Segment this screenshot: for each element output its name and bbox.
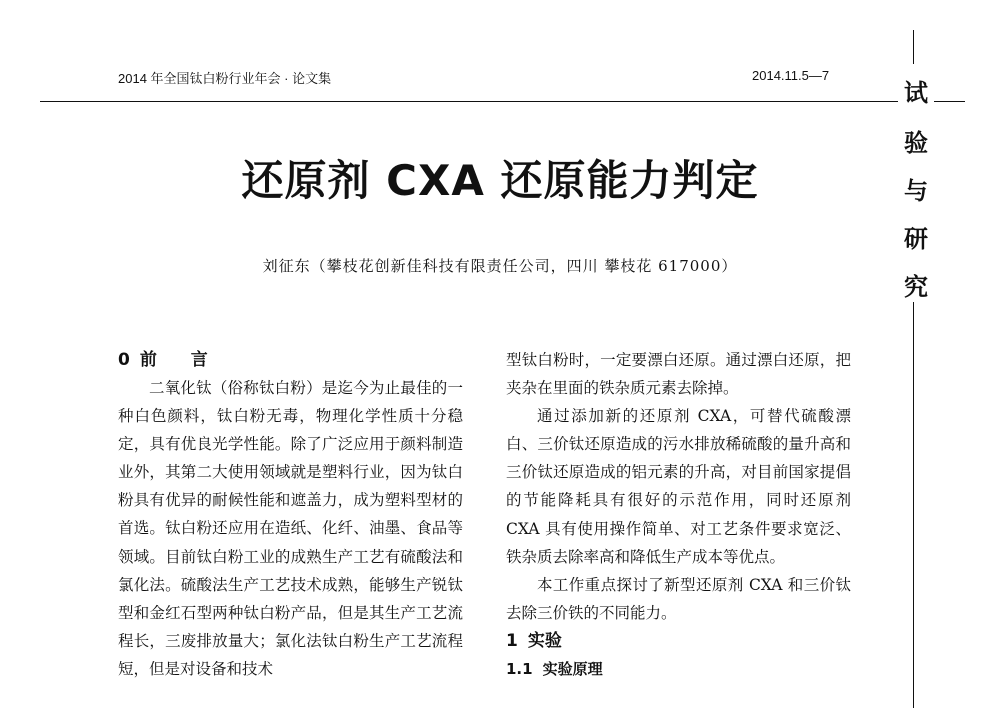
side-label-char: 究 <box>898 272 934 302</box>
intro-paragraph: 二氧化钛（俗称钛白粉）是迄今为止最佳的一种白色颜料，钛白粉无毒，物理化学性质十分稳定，具有优良光学性能。除了广泛应用于颜料制造业外，其第二大使用领域就是塑料行业，因为钛白粉具有优异的耐候性能和遮盖力，成为塑料型材的首选。钛白粉还应用在造纸、化纤、油墨、食品等领域。目前钛白粉工业的成熟生产工艺有硫酸法和氯化法。硫酸法生产工艺技术成熟，能够生产锐钛型和金红石型两种钛白粉产品，但是其生产工艺流程长，三废排放量大；氯化法钛白粉生产工艺流程短，但是对设备和技术 <box>118 379 463 678</box>
side-label-char: 试 <box>898 78 934 108</box>
section-title: 实验 <box>527 630 562 651</box>
subsection-heading-1-1 <box>506 655 851 683</box>
body-paragraph: 本工作重点探讨了新型还原剂 CXA 和三价钛去除三价铁的不同能力。 <box>506 575 851 622</box>
section-heading-0 <box>118 346 463 374</box>
side-label-char: 与 <box>898 176 934 206</box>
side-label-char: 验 <box>898 128 934 158</box>
running-header-date: 2014.11.5—7 <box>752 68 830 83</box>
side-label-char: 研 <box>898 224 934 254</box>
header-rule <box>40 101 965 102</box>
section-title: 前 言 <box>139 350 222 370</box>
side-rule-top <box>913 30 914 64</box>
section-title: 实验原理 <box>542 659 603 678</box>
left-column <box>118 346 463 683</box>
body-paragraph: 通过添加新的还原剂 CXA，可替代硫酸漂白、三价钛还原造成的污水排放稀硫酸的量升高和三价钛还原造成的铝元素的升高，对目前国家提倡的节能降耗具有很好的示范作用，同时还原剂 CXA 具有使用操作简单、对工艺条件要求宽泛、铁杂质去除率高和降低生产成本等优点。 <box>506 407 851 566</box>
author-affiliation: 刘征东（攀枝花创新佳科技有限责任公司，四川 攀枝花 617000） <box>262 257 738 275</box>
section-number: 1 <box>506 630 518 651</box>
section-number: 1.1 <box>506 659 533 678</box>
running-header-left: 2014 年全国钛白粉行业年会 · 论文集 <box>118 71 332 86</box>
continued-paragraph: 型钛白粉时，一定要漂白还原。通过漂白还原，把夹杂在里面的铁杂质元素去除掉。 <box>506 351 851 398</box>
right-column <box>506 346 851 683</box>
section-heading-1 <box>506 627 851 655</box>
section-number: 0 <box>118 350 130 370</box>
paper-title: 还原剂 CXA 还原能力判定 <box>241 156 759 205</box>
side-rule-bottom <box>913 302 914 708</box>
